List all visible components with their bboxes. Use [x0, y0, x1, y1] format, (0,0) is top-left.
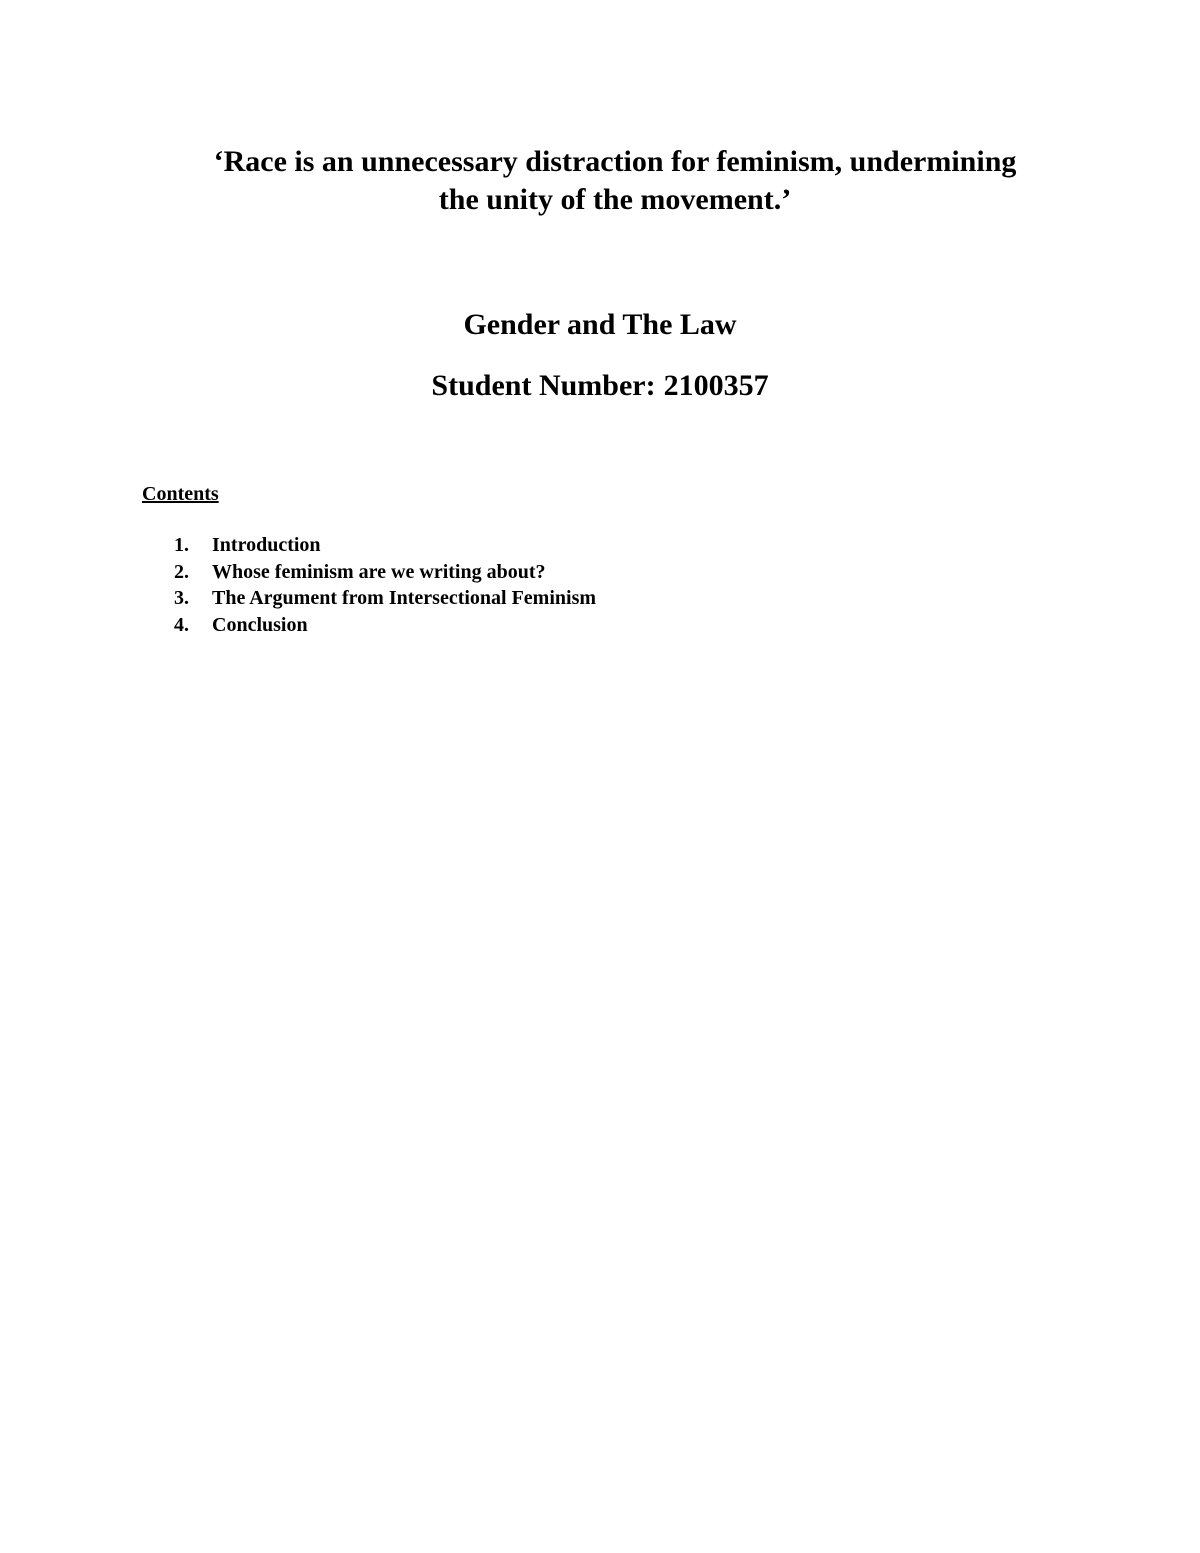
module-name: Gender and The Law — [463, 308, 737, 341]
essay-title-line-1: ‘Race is an unnecessary distraction for feminism, undermining — [213, 145, 1017, 178]
essay-title-line-2: the unity of the movement.’ — [438, 183, 792, 216]
student-number-label: Student Number: — [431, 369, 656, 402]
essay-title — [150, 143, 1080, 219]
toc-item-number: 3. — [174, 587, 189, 609]
toc-item-label: Conclusion — [212, 613, 308, 636]
toc-item-label: The Argument from Intersectional Feminism — [212, 587, 597, 609]
contents-heading: Contents — [142, 483, 219, 505]
toc-item-number: 2. — [174, 560, 189, 583]
toc-item-introduction — [174, 532, 596, 559]
student-number — [0, 367, 1200, 405]
toc-item-label: Introduction — [212, 534, 321, 556]
student-number-value: 2100357 — [663, 369, 769, 402]
toc-item-intersectional-feminism — [174, 585, 596, 612]
toc-item-conclusion — [174, 612, 596, 639]
toc-item-number: 4. — [174, 613, 189, 636]
toc-item-label: Whose feminism are we writing about? — [212, 560, 546, 583]
toc-item-number: 1. — [174, 534, 189, 556]
table-of-contents — [174, 532, 596, 638]
toc-item-whose-feminism — [174, 559, 596, 586]
